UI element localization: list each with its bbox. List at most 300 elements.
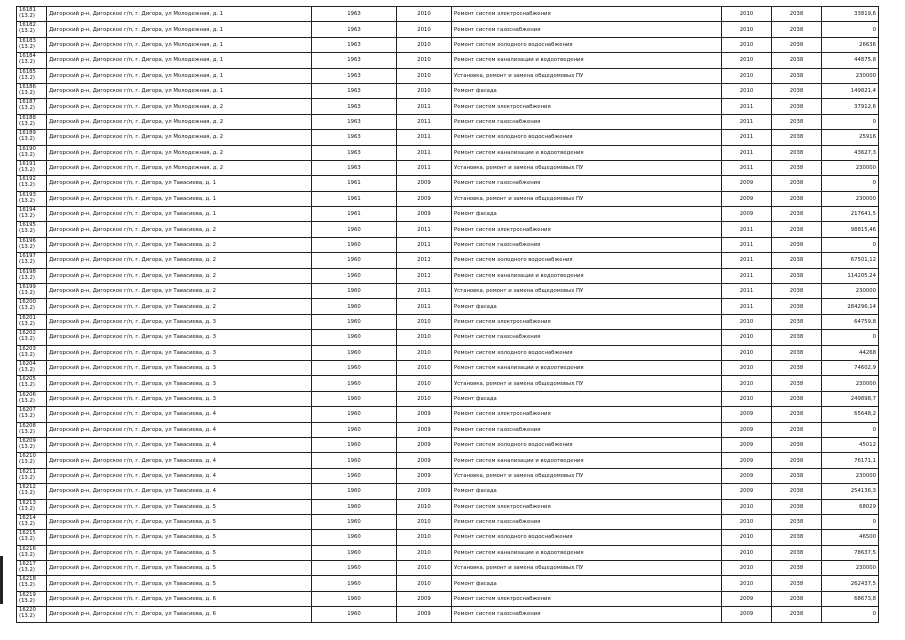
record-section: (13.2) (19, 443, 35, 450)
record-id-cell (17, 68, 47, 83)
year-start-cell: 2010 (397, 83, 452, 98)
year-built-cell: 1960 (312, 253, 397, 268)
address-cell: Дигорский р-н, Дигорское г/п, г. Дигора, ул Тавасиева, д. 1 (47, 191, 312, 206)
end-year-cell: 2038 (772, 422, 822, 437)
record-id-cell (17, 437, 47, 452)
cost-cell: 45012 (822, 437, 879, 452)
record-section: (13.2) (19, 259, 35, 266)
cost-cell: 254136,3 (822, 484, 879, 499)
address-cell: Дигорский р-н, Дигорское г/п, г. Дигора, ул Тавасиева, д. 2 (47, 284, 312, 299)
record-id-cell (17, 22, 47, 37)
record-section: (13.2) (19, 567, 35, 574)
address-cell: Дигорский р-н, Дигорское г/п, г. Дигора, ул Молодежная, д. 1 (47, 7, 312, 22)
year-built-cell: 1963 (312, 83, 397, 98)
record-section: (13.2) (19, 151, 35, 158)
record-id: 16205 (19, 376, 36, 383)
cost-cell: 65648,2 (822, 407, 879, 422)
table-row (17, 591, 879, 606)
repair-registry-table (16, 6, 879, 623)
record-section: (13.2) (19, 120, 35, 127)
record-section: (13.2) (19, 474, 35, 481)
cost-cell: 114205,24 (822, 268, 879, 283)
cost-cell: 284296,14 (822, 299, 879, 314)
plan-year-cell: 2010 (722, 576, 772, 591)
record-id: 16183 (19, 37, 36, 44)
end-year-cell: 2038 (772, 99, 822, 114)
year-start-cell: 2010 (397, 391, 452, 406)
record-id: 16217 (19, 561, 36, 568)
record-section: (13.2) (19, 397, 35, 404)
plan-year-cell: 2011 (722, 130, 772, 145)
table-body (17, 7, 879, 623)
record-id-cell (17, 360, 47, 375)
work-type-cell: Установка, ремонт и замена общедомовых ПУ (452, 68, 722, 83)
year-built-cell: 1960 (312, 576, 397, 591)
year-built-cell: 1960 (312, 607, 397, 622)
record-id-cell (17, 330, 47, 345)
plan-year-cell: 2011 (722, 114, 772, 129)
table-row (17, 299, 879, 314)
year-built-cell: 1963 (312, 99, 397, 114)
record-id: 16185 (19, 68, 36, 75)
year-start-cell: 2011 (397, 222, 452, 237)
record-id-cell (17, 253, 47, 268)
record-section: (13.2) (19, 290, 35, 297)
year-start-cell: 2011 (397, 99, 452, 114)
plan-year-cell: 2010 (722, 376, 772, 391)
record-section: (13.2) (19, 136, 35, 143)
record-section: (13.2) (19, 613, 35, 620)
record-section: (13.2) (19, 366, 35, 373)
plan-year-cell: 2009 (722, 422, 772, 437)
plan-year-cell: 2011 (722, 99, 772, 114)
year-built-cell: 1960 (312, 376, 397, 391)
address-cell: Дигорский р-н, Дигорское г/п, г. Дигора, ул Тавасиева, д. 4 (47, 407, 312, 422)
address-cell: Дигорский р-н, Дигорское г/п, г. Дигора, ул Тавасиева, д. 5 (47, 576, 312, 591)
record-id-cell (17, 499, 47, 514)
record-id: 16212 (19, 484, 36, 491)
record-id: 16216 (19, 545, 36, 552)
work-type-cell: Ремонт систем электроснабжения (452, 591, 722, 606)
plan-year-cell: 2009 (722, 453, 772, 468)
year-built-cell: 1960 (312, 545, 397, 560)
record-id: 16213 (19, 499, 36, 506)
year-start-cell: 2010 (397, 7, 452, 22)
cost-cell: 0 (822, 114, 879, 129)
plan-year-cell: 2011 (722, 237, 772, 252)
end-year-cell: 2038 (772, 83, 822, 98)
plan-year-cell: 2009 (722, 607, 772, 622)
cost-cell: 230000 (822, 191, 879, 206)
table-row (17, 207, 879, 222)
plan-year-cell: 2010 (722, 83, 772, 98)
record-section: (13.2) (19, 597, 35, 604)
end-year-cell: 2038 (772, 561, 822, 576)
plan-year-cell: 2009 (722, 407, 772, 422)
table-row (17, 391, 879, 406)
plan-year-cell: 2010 (722, 330, 772, 345)
work-type-cell: Установка, ремонт и замена общедомовых ПУ (452, 561, 722, 576)
record-id: 16194 (19, 207, 36, 214)
address-cell: Дигорский р-н, Дигорское г/п, г. Дигора, ул Молодежная, д. 1 (47, 37, 312, 52)
work-type-cell: Ремонт систем газоснабжения (452, 422, 722, 437)
table-row (17, 37, 879, 52)
address-cell: Дигорский р-н, Дигорское г/п, г. Дигора, ул Молодежная, д. 1 (47, 22, 312, 37)
year-built-cell: 1963 (312, 37, 397, 52)
year-start-cell: 2011 (397, 268, 452, 283)
year-built-cell: 1963 (312, 22, 397, 37)
address-cell: Дигорский р-н, Дигорское г/п, г. Дигора, ул Молодежная, д. 2 (47, 99, 312, 114)
work-type-cell: Установка, ремонт и замена общедомовых ПУ (452, 191, 722, 206)
record-section: (13.2) (19, 166, 35, 173)
year-built-cell: 1961 (312, 207, 397, 222)
record-id: 16195 (19, 222, 36, 229)
address-cell: Дигорский р-н, Дигорское г/п, г. Дигора, ул Молодежная, д. 1 (47, 83, 312, 98)
record-section: (13.2) (19, 428, 35, 435)
work-type-cell: Ремонт систем газоснабжения (452, 514, 722, 529)
record-id-cell (17, 53, 47, 68)
year-start-cell: 2011 (397, 130, 452, 145)
year-start-cell: 2011 (397, 253, 452, 268)
record-section: (13.2) (19, 213, 35, 220)
work-type-cell: Ремонт систем электроснабжения (452, 314, 722, 329)
table-row (17, 484, 879, 499)
address-cell: Дигорский р-н, Дигорское г/п, г. Дигора, ул Тавасиева, д. 2 (47, 222, 312, 237)
work-type-cell: Ремонт систем электроснабжения (452, 499, 722, 514)
table-row (17, 145, 879, 160)
table-row (17, 130, 879, 145)
end-year-cell: 2038 (772, 299, 822, 314)
year-built-cell: 1960 (312, 299, 397, 314)
year-built-cell: 1960 (312, 284, 397, 299)
cost-cell: 98815,46 (822, 222, 879, 237)
end-year-cell: 2038 (772, 376, 822, 391)
year-start-cell: 2009 (397, 484, 452, 499)
plan-year-cell: 2011 (722, 222, 772, 237)
plan-year-cell: 2010 (722, 360, 772, 375)
cost-cell: 44268 (822, 345, 879, 360)
record-id-cell (17, 160, 47, 175)
work-type-cell: Установка, ремонт и замена общедомовых ПУ (452, 468, 722, 483)
cost-cell: 0 (822, 607, 879, 622)
address-cell: Дигорский р-н, Дигорское г/п, г. Дигора, ул Молодежная, д. 2 (47, 130, 312, 145)
record-id: 16198 (19, 268, 36, 275)
record-id-cell (17, 391, 47, 406)
end-year-cell: 2038 (772, 237, 822, 252)
work-type-cell: Ремонт фасада (452, 576, 722, 591)
address-cell: Дигорский р-н, Дигорское г/п, г. Дигора, ул Тавасиева, д. 2 (47, 268, 312, 283)
table-row (17, 607, 879, 622)
cost-cell: 262437,5 (822, 576, 879, 591)
plan-year-cell: 2010 (722, 37, 772, 52)
end-year-cell: 2038 (772, 484, 822, 499)
year-start-cell: 2010 (397, 360, 452, 375)
record-id-cell (17, 514, 47, 529)
end-year-cell: 2038 (772, 576, 822, 591)
work-type-cell: Ремонт систем газоснабжения (452, 114, 722, 129)
address-cell: Дигорский р-н, Дигорское г/п, г. Дигора, ул Тавасиева, д. 5 (47, 561, 312, 576)
record-id: 16182 (19, 22, 36, 29)
record-id: 16219 (19, 591, 36, 598)
record-section: (13.2) (19, 105, 35, 112)
end-year-cell: 2038 (772, 407, 822, 422)
end-year-cell: 2038 (772, 545, 822, 560)
record-id-cell (17, 207, 47, 222)
end-year-cell: 2038 (772, 591, 822, 606)
record-id-cell (17, 145, 47, 160)
record-id: 16218 (19, 576, 36, 583)
plan-year-cell: 2010 (722, 545, 772, 560)
end-year-cell: 2038 (772, 22, 822, 37)
table-row (17, 437, 879, 452)
year-start-cell: 2010 (397, 37, 452, 52)
record-section: (13.2) (19, 305, 35, 312)
year-built-cell: 1963 (312, 68, 397, 83)
address-cell: Дигорский р-н, Дигорское г/п, г. Дигора, ул Тавасиева, д. 6 (47, 591, 312, 606)
record-section: (13.2) (19, 274, 35, 281)
record-section: (13.2) (19, 320, 35, 327)
year-start-cell: 2011 (397, 237, 452, 252)
record-id: 16190 (19, 145, 36, 152)
record-id-cell (17, 299, 47, 314)
record-section: (13.2) (19, 536, 35, 543)
year-start-cell: 2009 (397, 607, 452, 622)
year-start-cell: 2009 (397, 468, 452, 483)
year-built-cell: 1960 (312, 514, 397, 529)
record-id-cell (17, 407, 47, 422)
year-built-cell: 1963 (312, 114, 397, 129)
plan-year-cell: 2010 (722, 391, 772, 406)
record-id-cell (17, 376, 47, 391)
address-cell: Дигорский р-н, Дигорское г/п, г. Дигора, ул Тавасиева, д. 4 (47, 453, 312, 468)
table-row (17, 222, 879, 237)
year-start-cell: 2011 (397, 114, 452, 129)
address-cell: Дигорский р-н, Дигорское г/п, г. Дигора, ул Тавасиева, д. 3 (47, 345, 312, 360)
record-section: (13.2) (19, 413, 35, 420)
record-id-cell (17, 314, 47, 329)
address-cell: Дигорский р-н, Дигорское г/п, г. Дигора, ул Тавасиева, д. 3 (47, 391, 312, 406)
record-id-cell (17, 591, 47, 606)
year-built-cell: 1960 (312, 437, 397, 452)
plan-year-cell: 2009 (722, 191, 772, 206)
address-cell: Дигорский р-н, Дигорское г/п, г. Дигора, ул Тавасиева, д. 5 (47, 514, 312, 529)
end-year-cell: 2038 (772, 68, 822, 83)
year-built-cell: 1960 (312, 237, 397, 252)
work-type-cell: Ремонт систем газоснабжения (452, 22, 722, 37)
address-cell: Дигорский р-н, Дигорское г/п, г. Дигора, ул Тавасиева, д. 5 (47, 499, 312, 514)
work-type-cell: Ремонт систем канализации и водоотведения (452, 268, 722, 283)
record-id: 16201 (19, 314, 36, 321)
table-row (17, 99, 879, 114)
record-id: 16203 (19, 345, 36, 352)
record-id-cell (17, 576, 47, 591)
work-type-cell: Ремонт систем канализации и водоотведения (452, 360, 722, 375)
end-year-cell: 2038 (772, 530, 822, 545)
address-cell: Дигорский р-н, Дигорское г/п, г. Дигора, ул Тавасиева, д. 2 (47, 253, 312, 268)
table-row (17, 545, 879, 560)
year-built-cell: 1960 (312, 591, 397, 606)
work-type-cell: Ремонт систем холодного водоснабжения (452, 530, 722, 545)
record-id: 16188 (19, 114, 36, 121)
plan-year-cell: 2011 (722, 160, 772, 175)
work-type-cell: Ремонт систем холодного водоснабжения (452, 345, 722, 360)
cost-cell: 74602,9 (822, 360, 879, 375)
address-cell: Дигорский р-н, Дигорское г/п, г. Дигора, ул Тавасиева, д. 4 (47, 437, 312, 452)
year-built-cell: 1963 (312, 7, 397, 22)
year-start-cell: 2009 (397, 437, 452, 452)
end-year-cell: 2038 (772, 207, 822, 222)
record-section: (13.2) (19, 505, 35, 512)
plan-year-cell: 2011 (722, 284, 772, 299)
plan-year-cell: 2010 (722, 7, 772, 22)
end-year-cell: 2038 (772, 176, 822, 191)
table-row (17, 314, 879, 329)
table-row (17, 114, 879, 129)
record-id: 16196 (19, 237, 36, 244)
year-built-cell: 1960 (312, 422, 397, 437)
record-id: 16191 (19, 160, 36, 167)
cost-cell: 37912,6 (822, 99, 879, 114)
table-row (17, 422, 879, 437)
record-section: (13.2) (19, 551, 35, 558)
cost-cell: 0 (822, 422, 879, 437)
table-row (17, 253, 879, 268)
year-built-cell: 1960 (312, 407, 397, 422)
table-row (17, 360, 879, 375)
address-cell: Дигорский р-н, Дигорское г/п, г. Дигора, ул Тавасиева, д. 3 (47, 360, 312, 375)
cost-cell: 230000 (822, 468, 879, 483)
end-year-cell: 2038 (772, 391, 822, 406)
record-section: (13.2) (19, 351, 35, 358)
cost-cell: 230000 (822, 68, 879, 83)
record-id: 16193 (19, 191, 36, 198)
plan-year-cell: 2011 (722, 268, 772, 283)
work-type-cell: Ремонт систем электроснабжения (452, 99, 722, 114)
record-section: (13.2) (19, 28, 35, 35)
address-cell: Дигорский р-н, Дигорское г/п, г. Дигора, ул Тавасиева, д. 1 (47, 176, 312, 191)
end-year-cell: 2038 (772, 145, 822, 160)
cost-cell: 0 (822, 237, 879, 252)
record-id: 16197 (19, 253, 36, 260)
record-id: 16207 (19, 407, 36, 414)
table-row (17, 22, 879, 37)
record-section: (13.2) (19, 59, 35, 66)
table-row (17, 468, 879, 483)
work-type-cell: Ремонт систем газоснабжения (452, 176, 722, 191)
end-year-cell: 2038 (772, 222, 822, 237)
year-built-cell: 1960 (312, 314, 397, 329)
end-year-cell: 2038 (772, 345, 822, 360)
address-cell: Дигорский р-н, Дигорское г/п, г. Дигора, ул Тавасиева, д. 3 (47, 314, 312, 329)
year-start-cell: 2009 (397, 407, 452, 422)
year-start-cell: 2010 (397, 561, 452, 576)
year-start-cell: 2009 (397, 591, 452, 606)
end-year-cell: 2038 (772, 160, 822, 175)
address-cell: Дигорский р-н, Дигорское г/п, г. Дигора, ул Тавасиева, д. 3 (47, 330, 312, 345)
record-id: 16206 (19, 391, 36, 398)
record-id: 16192 (19, 176, 36, 183)
table-row (17, 68, 879, 83)
record-id-cell (17, 530, 47, 545)
cost-cell: 230000 (822, 376, 879, 391)
year-start-cell: 2010 (397, 376, 452, 391)
end-year-cell: 2038 (772, 607, 822, 622)
year-built-cell: 1960 (312, 530, 397, 545)
table-row (17, 191, 879, 206)
address-cell: Дигорский р-н, Дигорское г/п, г. Дигора, ул Молодежная, д. 2 (47, 160, 312, 175)
plan-year-cell: 2011 (722, 299, 772, 314)
record-section: (13.2) (19, 89, 35, 96)
cost-cell: 0 (822, 514, 879, 529)
record-id-cell (17, 222, 47, 237)
record-section: (13.2) (19, 459, 35, 466)
work-type-cell: Ремонт систем канализации и водоотведения (452, 545, 722, 560)
cost-cell: 43627,3 (822, 145, 879, 160)
plan-year-cell: 2009 (722, 176, 772, 191)
record-id: 16184 (19, 53, 36, 60)
work-type-cell: Ремонт систем газоснабжения (452, 330, 722, 345)
table-row (17, 268, 879, 283)
cost-cell: 217641,5 (822, 207, 879, 222)
end-year-cell: 2038 (772, 53, 822, 68)
plan-year-cell: 2011 (722, 145, 772, 160)
work-type-cell: Ремонт систем электроснабжения (452, 407, 722, 422)
cost-cell: 25916 (822, 130, 879, 145)
cost-cell: 78637,5 (822, 545, 879, 560)
plan-year-cell: 2010 (722, 22, 772, 37)
work-type-cell: Ремонт систем холодного водоснабжения (452, 253, 722, 268)
work-type-cell: Ремонт фасада (452, 391, 722, 406)
record-id-cell (17, 484, 47, 499)
work-type-cell: Ремонт систем электроснабжения (452, 222, 722, 237)
year-built-cell: 1960 (312, 330, 397, 345)
cost-cell: 230000 (822, 284, 879, 299)
year-start-cell: 2010 (397, 514, 452, 529)
record-id-cell (17, 7, 47, 22)
work-type-cell: Ремонт фасада (452, 207, 722, 222)
cost-cell: 149821,4 (822, 83, 879, 98)
table-row (17, 453, 879, 468)
cost-cell: 0 (822, 330, 879, 345)
year-built-cell: 1963 (312, 53, 397, 68)
year-start-cell: 2009 (397, 191, 452, 206)
work-type-cell: Ремонт фасада (452, 83, 722, 98)
record-id: 16187 (19, 99, 36, 106)
table-row (17, 530, 879, 545)
record-id-cell (17, 37, 47, 52)
record-id-cell (17, 114, 47, 129)
record-id: 16210 (19, 453, 36, 460)
end-year-cell: 2038 (772, 453, 822, 468)
cost-cell: 64759,8 (822, 314, 879, 329)
table-row (17, 407, 879, 422)
year-start-cell: 2009 (397, 422, 452, 437)
end-year-cell: 2038 (772, 468, 822, 483)
table-row (17, 237, 879, 252)
end-year-cell: 2038 (772, 514, 822, 529)
address-cell: Дигорский р-н, Дигорское г/п, г. Дигора, ул Тавасиева, д. 1 (47, 207, 312, 222)
table-row (17, 160, 879, 175)
record-id: 16211 (19, 468, 36, 475)
table-row (17, 330, 879, 345)
record-id-cell (17, 545, 47, 560)
year-start-cell: 2010 (397, 330, 452, 345)
work-type-cell: Установка, ремонт и замена общедомовых ПУ (452, 284, 722, 299)
table-row (17, 176, 879, 191)
record-id-cell (17, 237, 47, 252)
record-id: 16181 (19, 7, 36, 13)
year-start-cell: 2010 (397, 68, 452, 83)
